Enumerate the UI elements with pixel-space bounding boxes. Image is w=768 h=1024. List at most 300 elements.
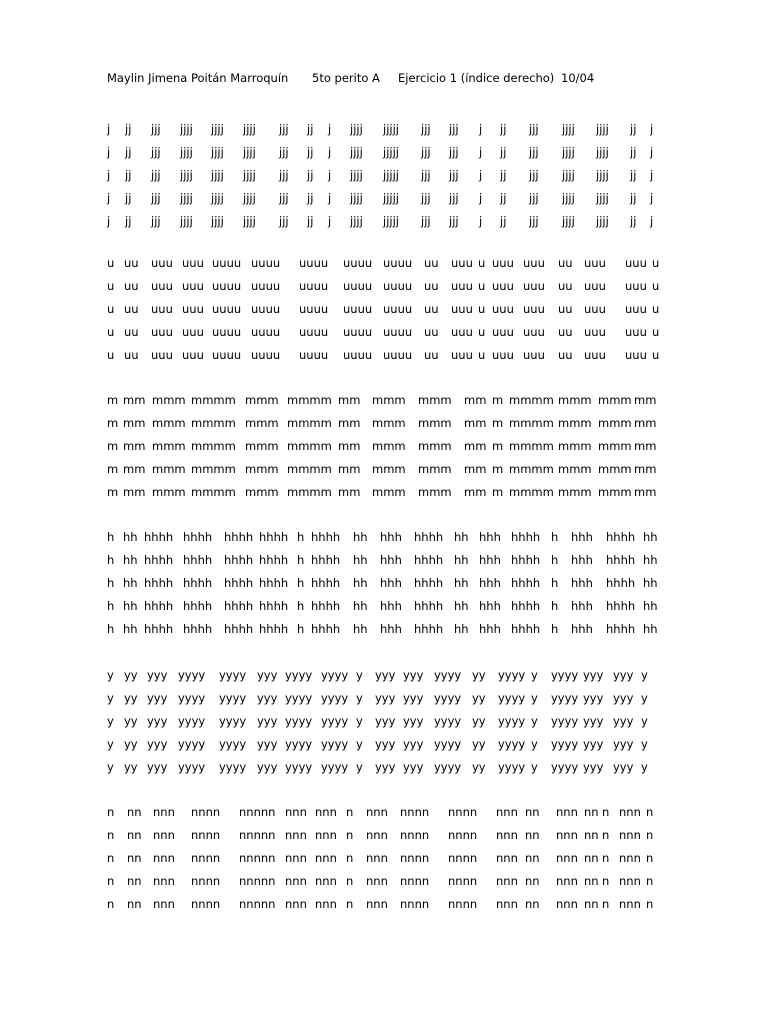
practice-token: hhh: [380, 553, 402, 567]
practice-row-h: [0, 622, 768, 636]
practice-token: jjjj: [350, 191, 363, 205]
practice-token: nn: [584, 874, 599, 888]
practice-token: mmm: [418, 485, 452, 499]
practice-token: nnnn: [400, 805, 430, 819]
practice-row-n: [0, 897, 768, 911]
practice-token: yyyy: [498, 691, 526, 705]
practice-token: jjjj: [562, 191, 575, 205]
practice-token: yyyy: [178, 714, 206, 728]
practice-token: hhhh: [511, 576, 541, 590]
practice-token: yyy: [375, 714, 396, 728]
practice-token: jjjjj: [383, 168, 399, 182]
practice-token: mmm: [372, 416, 406, 430]
practice-token: y: [531, 737, 538, 751]
practice-token: hhhh: [144, 530, 174, 544]
practice-token: jjjj: [596, 214, 609, 228]
practice-token: jjj: [421, 145, 431, 159]
practice-token: mmm: [418, 462, 452, 476]
practice-token: mm: [338, 462, 361, 476]
practice-token: nnn: [366, 805, 388, 819]
practice-row-n: [0, 874, 768, 888]
practice-token: mmmm: [509, 416, 554, 430]
practice-token: u: [478, 302, 486, 316]
practice-token: mmm: [558, 462, 592, 476]
practice-token: mm: [464, 393, 487, 407]
practice-token: nnn: [366, 874, 388, 888]
practice-token: y: [107, 668, 114, 682]
practice-token: m: [492, 485, 504, 499]
practice-token: mmm: [598, 439, 632, 453]
practice-row-u: [0, 325, 768, 339]
practice-token: n: [107, 897, 115, 911]
practice-row-y: [0, 668, 768, 682]
practice-token: yyyy: [434, 691, 462, 705]
practice-token: mmm: [152, 416, 186, 430]
practice-token: uuu: [625, 302, 647, 316]
practice-token: nnn: [619, 828, 641, 842]
practice-token: uuu: [451, 325, 473, 339]
practice-token: n: [107, 805, 115, 819]
practice-token: y: [107, 737, 114, 751]
practice-token: hh: [643, 622, 658, 636]
practice-token: yyy: [375, 760, 396, 774]
practice-token: jjj: [151, 191, 161, 205]
practice-token: uuu: [451, 302, 473, 316]
practice-token: uuu: [182, 302, 204, 316]
practice-row-y: [0, 714, 768, 728]
practice-token: yyy: [147, 737, 168, 751]
practice-token: jjj: [529, 145, 539, 159]
practice-token: uuuu: [343, 256, 373, 270]
practice-token: y: [356, 691, 363, 705]
practice-token: yyyy: [219, 668, 247, 682]
practice-row-u: [0, 348, 768, 362]
practice-row-j: [0, 122, 768, 136]
practice-token: hh: [353, 599, 368, 613]
practice-token: mmm: [152, 485, 186, 499]
practice-row-h: [0, 553, 768, 567]
practice-token: jjj: [151, 214, 161, 228]
practice-token: yyyy: [178, 760, 206, 774]
practice-token: jjj: [529, 214, 539, 228]
practice-token: nnnn: [191, 851, 221, 865]
practice-token: uu: [424, 302, 439, 316]
practice-token: u: [107, 256, 115, 270]
practice-token: y: [531, 691, 538, 705]
practice-token: y: [641, 714, 648, 728]
practice-token: uuuu: [251, 302, 281, 316]
practice-token: uuu: [584, 348, 606, 362]
practice-token: mmm: [152, 462, 186, 476]
practice-row-j: [0, 214, 768, 228]
practice-token: jj: [630, 168, 637, 182]
practice-token: nnn: [496, 828, 518, 842]
practice-token: uu: [424, 256, 439, 270]
practice-token: nn: [525, 828, 540, 842]
practice-token: m: [107, 393, 119, 407]
practice-token: nn: [127, 874, 142, 888]
practice-token: hhh: [571, 530, 593, 544]
practice-token: yyy: [257, 760, 278, 774]
practice-token: mmm: [598, 416, 632, 430]
practice-token: uuuu: [212, 325, 242, 339]
practice-token: hhhh: [511, 622, 541, 636]
practice-token: mmmm: [509, 462, 554, 476]
practice-token: mmm: [245, 393, 279, 407]
practice-token: yyy: [147, 691, 168, 705]
practice-token: nnnnn: [239, 805, 276, 819]
practice-token: mm: [464, 416, 487, 430]
practice-token: jj: [500, 168, 507, 182]
practice-token: yy: [124, 737, 138, 751]
practice-row-u: [0, 302, 768, 316]
practice-token: yyy: [257, 691, 278, 705]
practice-token: mm: [338, 485, 361, 499]
practice-token: mmm: [558, 416, 592, 430]
practice-token: n: [346, 874, 354, 888]
practice-token: j: [479, 145, 483, 159]
practice-token: nnn: [153, 805, 175, 819]
practice-token: uuuu: [299, 256, 329, 270]
practice-token: nn: [584, 897, 599, 911]
practice-token: jjjj: [243, 191, 256, 205]
practice-token: h: [297, 553, 305, 567]
practice-token: n: [646, 874, 654, 888]
practice-token: hhh: [380, 599, 402, 613]
practice-token: jj: [125, 122, 132, 136]
practice-token: jjj: [151, 122, 161, 136]
practice-token: hhhh: [311, 599, 341, 613]
practice-token: jj: [307, 191, 314, 205]
practice-token: yyy: [583, 737, 604, 751]
practice-token: hh: [454, 553, 469, 567]
practice-token: jjjj: [562, 145, 575, 159]
practice-token: nnnn: [191, 828, 221, 842]
practice-token: uuuu: [299, 325, 329, 339]
practice-token: nnnnn: [239, 897, 276, 911]
practice-token: jjjj: [243, 122, 256, 136]
practice-token: nnn: [556, 828, 578, 842]
practice-token: hhhh: [259, 599, 289, 613]
practice-token: j: [107, 191, 111, 205]
practice-token: yyy: [257, 668, 278, 682]
practice-token: hhhh: [311, 530, 341, 544]
practice-token: j: [650, 191, 654, 205]
practice-token: uuu: [151, 325, 173, 339]
practice-token: mmmm: [509, 393, 554, 407]
practice-token: uuuu: [251, 348, 281, 362]
practice-token: mmm: [245, 485, 279, 499]
practice-token: jjjj: [350, 122, 363, 136]
practice-token: nnn: [315, 805, 337, 819]
practice-token: n: [346, 805, 354, 819]
practice-token: hh: [643, 599, 658, 613]
practice-token: jjjj: [350, 214, 363, 228]
practice-token: jj: [307, 122, 314, 136]
practice-token: n: [602, 874, 610, 888]
practice-token: yyyy: [285, 714, 313, 728]
practice-row-j: [0, 191, 768, 205]
practice-token: hhhh: [259, 576, 289, 590]
practice-token: nnnn: [448, 897, 478, 911]
practice-token: nnnn: [400, 897, 430, 911]
practice-token: jjjj: [211, 191, 224, 205]
practice-token: jjj: [151, 145, 161, 159]
practice-token: jj: [630, 145, 637, 159]
practice-token: uuu: [492, 348, 514, 362]
practice-token: jjjjj: [383, 214, 399, 228]
practice-token: jjjj: [211, 145, 224, 159]
practice-token: jjj: [279, 191, 289, 205]
practice-token: y: [641, 691, 648, 705]
practice-token: jj: [630, 214, 637, 228]
practice-token: mmm: [418, 393, 452, 407]
practice-token: mmm: [418, 416, 452, 430]
practice-token: yyyy: [434, 714, 462, 728]
practice-token: hh: [353, 576, 368, 590]
practice-token: h: [297, 622, 305, 636]
practice-row-j: [0, 145, 768, 159]
practice-token: nnn: [315, 851, 337, 865]
practice-token: m: [107, 439, 119, 453]
practice-token: mmmm: [509, 439, 554, 453]
practice-token: nnn: [153, 874, 175, 888]
practice-token: mmm: [558, 393, 592, 407]
practice-token: uu: [124, 325, 139, 339]
practice-row-h: [0, 599, 768, 613]
practice-token: nnnnn: [239, 828, 276, 842]
practice-token: yyy: [583, 760, 604, 774]
practice-token: h: [107, 553, 115, 567]
practice-token: hh: [454, 599, 469, 613]
practice-token: mmmm: [287, 416, 332, 430]
practice-token: m: [107, 416, 119, 430]
practice-token: hhhh: [414, 553, 444, 567]
practice-token: j: [328, 145, 332, 159]
practice-row-y: [0, 760, 768, 774]
practice-token: uuu: [151, 348, 173, 362]
practice-token: nnn: [285, 828, 307, 842]
practice-token: mm: [634, 393, 657, 407]
exercise-title: Ejercicio 1 (índice derecho): [398, 71, 555, 85]
practice-token: yyyy: [321, 737, 349, 751]
practice-token: y: [641, 668, 648, 682]
practice-token: nnnn: [400, 828, 430, 842]
practice-token: yyy: [147, 714, 168, 728]
practice-token: jjj: [449, 122, 459, 136]
practice-token: hhhh: [144, 553, 174, 567]
practice-token: jjjj: [562, 168, 575, 182]
practice-token: uuuu: [383, 302, 413, 316]
practice-token: yyy: [257, 714, 278, 728]
practice-token: mmmm: [191, 393, 236, 407]
practice-token: uuu: [151, 279, 173, 293]
practice-token: y: [107, 714, 114, 728]
practice-token: jj: [500, 122, 507, 136]
practice-token: yyyy: [219, 714, 247, 728]
practice-token: hhh: [571, 553, 593, 567]
practice-token: yyyy: [285, 760, 313, 774]
practice-token: jjjj: [596, 145, 609, 159]
practice-token: u: [478, 325, 486, 339]
practice-token: yyyy: [219, 691, 247, 705]
practice-token: jjjj: [211, 122, 224, 136]
practice-token: mm: [464, 485, 487, 499]
practice-token: uu: [558, 256, 573, 270]
practice-token: yyy: [147, 760, 168, 774]
practice-token: hh: [123, 530, 138, 544]
practice-token: nnnn: [448, 828, 478, 842]
practice-token: n: [602, 897, 610, 911]
practice-token: yyyy: [321, 760, 349, 774]
practice-token: uuuu: [343, 348, 373, 362]
practice-token: jjj: [151, 168, 161, 182]
practice-token: n: [107, 874, 115, 888]
practice-token: uu: [558, 325, 573, 339]
practice-token: yyyy: [178, 737, 206, 751]
practice-token: hh: [643, 576, 658, 590]
practice-token: n: [646, 897, 654, 911]
practice-token: y: [531, 760, 538, 774]
practice-token: hhhh: [144, 622, 174, 636]
practice-token: hh: [454, 576, 469, 590]
practice-token: uuuu: [299, 279, 329, 293]
practice-token: j: [107, 168, 111, 182]
practice-token: jjjj: [180, 168, 193, 182]
practice-token: jjjj: [243, 214, 256, 228]
practice-token: yyyy: [178, 691, 206, 705]
practice-token: nnnn: [191, 805, 221, 819]
practice-token: hh: [353, 553, 368, 567]
practice-token: yy: [472, 691, 486, 705]
practice-token: yyyy: [434, 760, 462, 774]
practice-token: uuuu: [343, 279, 373, 293]
practice-token: yy: [472, 668, 486, 682]
practice-token: yyyy: [551, 737, 579, 751]
practice-token: yyy: [613, 760, 634, 774]
practice-token: mmmm: [191, 462, 236, 476]
practice-token: yyyy: [219, 737, 247, 751]
practice-token: hhhh: [414, 599, 444, 613]
practice-row-m: [0, 462, 768, 476]
practice-token: jjj: [449, 214, 459, 228]
practice-token: yyy: [257, 737, 278, 751]
practice-token: jj: [630, 191, 637, 205]
practice-token: yy: [124, 714, 138, 728]
practice-token: nnnn: [448, 805, 478, 819]
practice-token: hh: [454, 622, 469, 636]
practice-token: nn: [127, 805, 142, 819]
practice-token: yyyy: [285, 737, 313, 751]
practice-token: yy: [472, 737, 486, 751]
practice-row-m: [0, 439, 768, 453]
practice-token: jj: [307, 168, 314, 182]
practice-token: m: [492, 439, 504, 453]
practice-token: jjjjj: [383, 191, 399, 205]
practice-token: hhhh: [183, 530, 213, 544]
practice-token: jjjj: [596, 168, 609, 182]
practice-token: jjj: [421, 191, 431, 205]
practice-token: mmm: [558, 439, 592, 453]
practice-token: nnn: [619, 874, 641, 888]
practice-row-m: [0, 485, 768, 499]
practice-token: yyy: [403, 691, 424, 705]
practice-token: hh: [123, 622, 138, 636]
practice-token: jjj: [529, 122, 539, 136]
practice-token: hhhh: [606, 599, 636, 613]
practice-token: j: [479, 191, 483, 205]
practice-row-h: [0, 530, 768, 544]
practice-token: j: [328, 214, 332, 228]
practice-token: hhhh: [224, 553, 254, 567]
practice-token: uuuu: [212, 302, 242, 316]
practice-token: nnn: [496, 874, 518, 888]
practice-token: n: [602, 805, 610, 819]
practice-token: jjjj: [211, 168, 224, 182]
practice-token: n: [646, 828, 654, 842]
practice-token: yyyy: [498, 737, 526, 751]
practice-token: nnnnn: [239, 851, 276, 865]
practice-token: nnn: [619, 851, 641, 865]
practice-token: yyyy: [551, 691, 579, 705]
practice-token: mm: [634, 416, 657, 430]
practice-token: j: [479, 168, 483, 182]
practice-token: hhh: [479, 553, 501, 567]
practice-token: mmm: [372, 439, 406, 453]
practice-row-j: [0, 168, 768, 182]
practice-token: jjjj: [243, 168, 256, 182]
practice-token: uuu: [451, 279, 473, 293]
practice-token: nnn: [285, 805, 307, 819]
practice-token: nnn: [496, 805, 518, 819]
exercise-date: 10/04: [561, 71, 595, 85]
practice-token: yyy: [403, 668, 424, 682]
practice-token: uuuu: [212, 256, 242, 270]
practice-token: uuuu: [299, 302, 329, 316]
practice-token: j: [328, 122, 332, 136]
practice-token: hhhh: [259, 622, 289, 636]
practice-token: hhh: [571, 599, 593, 613]
practice-token: j: [107, 145, 111, 159]
practice-token: nnn: [556, 851, 578, 865]
practice-token: jjjj: [211, 214, 224, 228]
practice-token: nnn: [496, 897, 518, 911]
practice-token: mm: [338, 393, 361, 407]
practice-row-h: [0, 576, 768, 590]
practice-token: h: [551, 530, 559, 544]
practice-token: jjjj: [180, 214, 193, 228]
practice-token: y: [356, 737, 363, 751]
practice-token: mm: [634, 485, 657, 499]
practice-token: nnn: [496, 851, 518, 865]
practice-token: jjj: [421, 214, 431, 228]
document-header: [107, 71, 594, 85]
practice-token: u: [652, 256, 660, 270]
practice-token: jjj: [279, 122, 289, 136]
practice-token: nnn: [619, 897, 641, 911]
practice-token: j: [328, 191, 332, 205]
practice-token: yyyy: [178, 668, 206, 682]
practice-token: jjj: [279, 145, 289, 159]
practice-token: jjjj: [596, 191, 609, 205]
practice-token: uuu: [523, 256, 545, 270]
practice-token: nnnn: [400, 874, 430, 888]
practice-token: uuu: [523, 302, 545, 316]
practice-row-m: [0, 416, 768, 430]
practice-token: nnnn: [191, 897, 221, 911]
practice-token: nnn: [315, 828, 337, 842]
practice-token: yyyy: [285, 691, 313, 705]
